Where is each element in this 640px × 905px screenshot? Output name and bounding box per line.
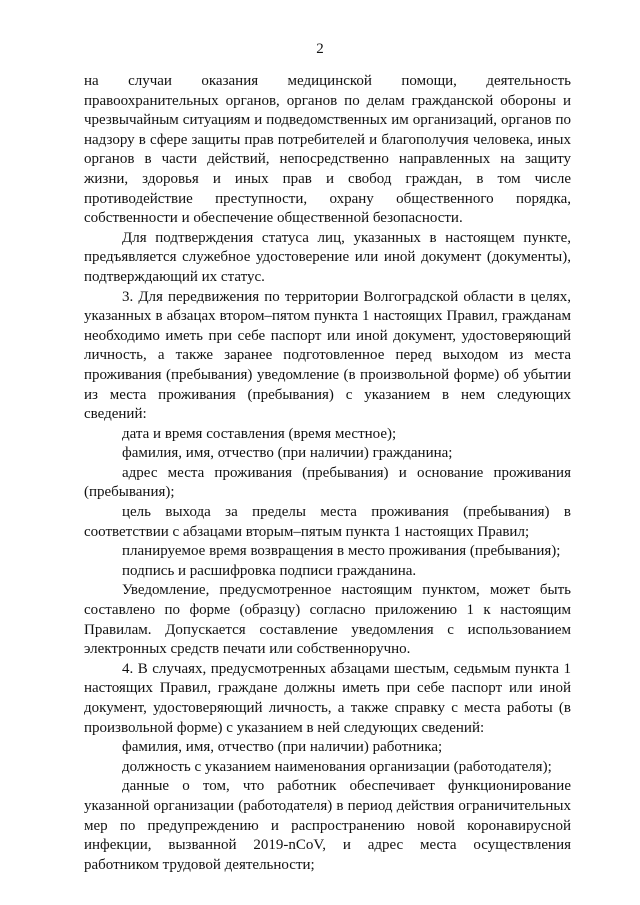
- list-item-residence-address: адрес места проживания (пребывания) и основание проживания (пребывания);: [84, 464, 571, 501]
- list-item-employment-data: данные о том, что работник обеспечивает функционирование указанной организации (работодателя) в период действия ограничительных мер по предупреждению и распространению новой коронавирусной инфекции, вызванной 2019-nCoV, и адрес места осуществления работником трудовой деятельности;: [84, 778, 571, 873]
- list-item-exit-purpose: цель выхода за пределы места проживания (пребывания) в соответствии с абзацами вторым–пятым пункта 1 настоящих Правил;: [84, 504, 571, 540]
- paragraph-item-3: 3. Для передвижения по территории Волгоградской области в целях, указанных в абзацах втором–пятом пункта 1 настоящих Правил, гражданам необходимо иметь при себе паспорт или иной документ, удостоверяющий личность, а также заранее подготовленное перед выходом из места проживания (пребывания) уведомление (в произвольной форме) об убытии из места проживания (пребывания) с указанием в нем следующих сведений:: [84, 288, 571, 423]
- paragraph-status-confirmation: Для подтверждения статуса лиц, указанных в настоящем пункте, предъявляется служебное удостоверение или иной документ (документы), подтверждающий их статус.: [84, 229, 571, 285]
- document-body: [84, 72, 571, 875]
- paragraph-item-4: 4. В случаях, предусмотренных абзацами шестым, седьмым пункта 1 настоящих Правил, граждане должны иметь при себе паспорт или иной документ, удостоверяющий личность, а также справку с места работы (в произвольной форме) с указанием в ней следующих сведений:: [84, 660, 571, 736]
- list-item-return-time: планируемое время возвращения в место проживания (пребывания);: [122, 543, 561, 560]
- list-item-citizen-name: фамилия, имя, отчество (при наличии) гражданина;: [122, 445, 453, 462]
- paragraph-continuation: на случаи оказания медицинской помощи, деятельность правоохранительных органов, органов по делам гражданской обороны и чрезвычайным ситуациям и подведомственных им организаций, органов по надзору в сфере защиты прав потребителей и благополучия человека, иных органов в части действий, непосредственно направленных на защиту жизни, здоровья и иных прав и свобод граждан, в том числе противодействие преступности, охрану общественного порядка, собственности и обеспечение общественной безопасности.: [84, 73, 571, 227]
- list-item-signature: подпись и расшифровка подписи гражданина.: [122, 562, 417, 579]
- paragraph-notification-form: Уведомление, предусмотренное настоящим пунктом, может быть составлено по форме (образцу) согласно приложению 1 к настоящим Правилам. Допускается составление уведомления с использованием электронных средств печати или собственноручно.: [84, 582, 571, 658]
- page-number: 2: [316, 41, 324, 57]
- list-item-employee-name: фамилия, имя, отчество (при наличии) работника;: [122, 739, 443, 756]
- list-item-position: должность с указанием наименования организации (работодателя);: [122, 758, 552, 775]
- list-item-date-time: дата и время составления (время местное);: [122, 425, 397, 442]
